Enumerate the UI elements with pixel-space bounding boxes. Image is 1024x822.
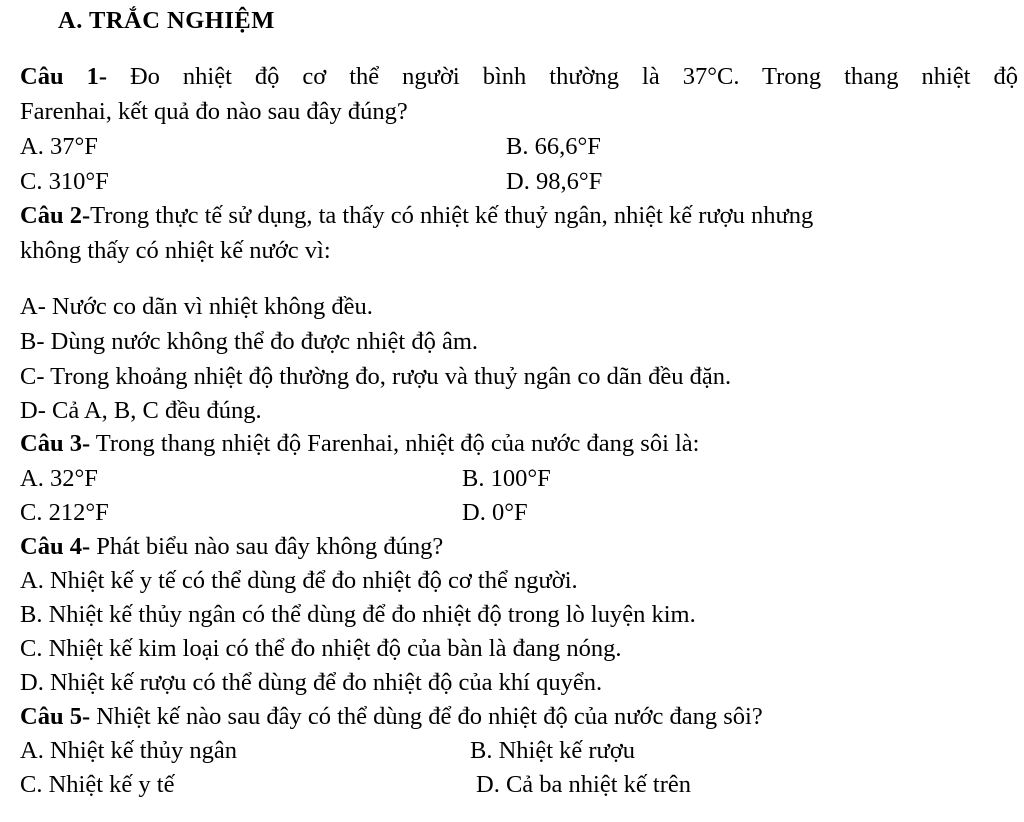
question-5 [20,700,1018,734]
q2-option-d: D- Cả A, B, C đều đúng. [20,397,262,424]
question-1-label: Câu 1- [20,63,107,90]
question-1-text: Đo nhiệt độ cơ thể người bình thường là 37°C. Trong thang nhiệt độ [106,63,1018,90]
question-5-text: Nhiệt kế nào sau đây có thể dùng để đo nhiệt độ của nước đang sôi? [90,703,763,730]
q5-option-b: B. Nhiệt kế rượu [470,737,636,764]
q2-option-a: A- Nước co dãn vì nhiệt không đều. [20,293,373,320]
q5-option-c: C. Nhiệt kế y tế [20,771,175,798]
question-2-text: Trong thực tế sử dụng, ta thấy có nhiệt kế thuỷ ngân, nhiệt kế rượu nhưng [90,202,814,229]
section-title: A. TRẮC NGHIỆM [58,7,275,34]
q1-option-c: C. 310°F [20,168,109,195]
q2-option-c: C- Trong khoảng nhiệt độ thường đo, rượu và thuỷ ngân co dãn đều đặn. [20,363,732,390]
q3-option-a: A. 32°F [20,465,98,492]
q1-option-b: B. 66,6°F [506,133,601,160]
question-5-label: Câu 5- [20,703,91,730]
q5-option-d: D. Cả ba nhiệt kế trên [476,771,691,798]
q2-option-b: B- Dùng nước không thể đo được nhiệt độ âm. [20,328,479,355]
q1-option-a: A. 37°F [20,133,98,160]
question-1-text-cont: Farenhai, kết quả đo nào sau đây đúng? [20,98,408,125]
question-3 [20,427,1018,461]
q5-option-a: A. Nhiệt kế thủy ngân [20,737,238,764]
question-2 [20,199,1018,233]
q4-option-a: A. Nhiệt kế y tế có thể dùng để đo nhiệt độ cơ thể người. [20,567,578,594]
question-4-text: Phát biểu nào sau đây không đúng? [90,533,444,560]
question-4 [20,530,1018,564]
q4-option-d: D. Nhiệt kế rượu có thể dùng để đo nhiệt độ của khí quyển. [20,669,603,696]
question-2-text-cont: không thấy có nhiệt kế nước vì: [20,237,331,264]
q4-option-c: C. Nhiệt kế kim loại có thể đo nhiệt độ của bàn là đang nóng. [20,635,622,662]
question-1 [20,60,1018,94]
q4-option-b: B. Nhiệt kế thủy ngân có thể dùng để đo nhiệt độ trong lò luyện kim. [20,601,696,628]
question-3-label: Câu 3- [20,430,91,457]
question-2-label: Câu 2- [20,202,91,229]
question-4-label: Câu 4- [20,533,91,560]
q1-option-d: D. 98,6°F [506,168,603,195]
question-3-text: Trong thang nhiệt độ Farenhai, nhiệt độ của nước đang sôi là: [90,430,700,457]
q3-option-b: B. 100°F [462,465,551,492]
q3-option-d: D. 0°F [462,499,528,526]
q3-option-c: C. 212°F [20,499,109,526]
